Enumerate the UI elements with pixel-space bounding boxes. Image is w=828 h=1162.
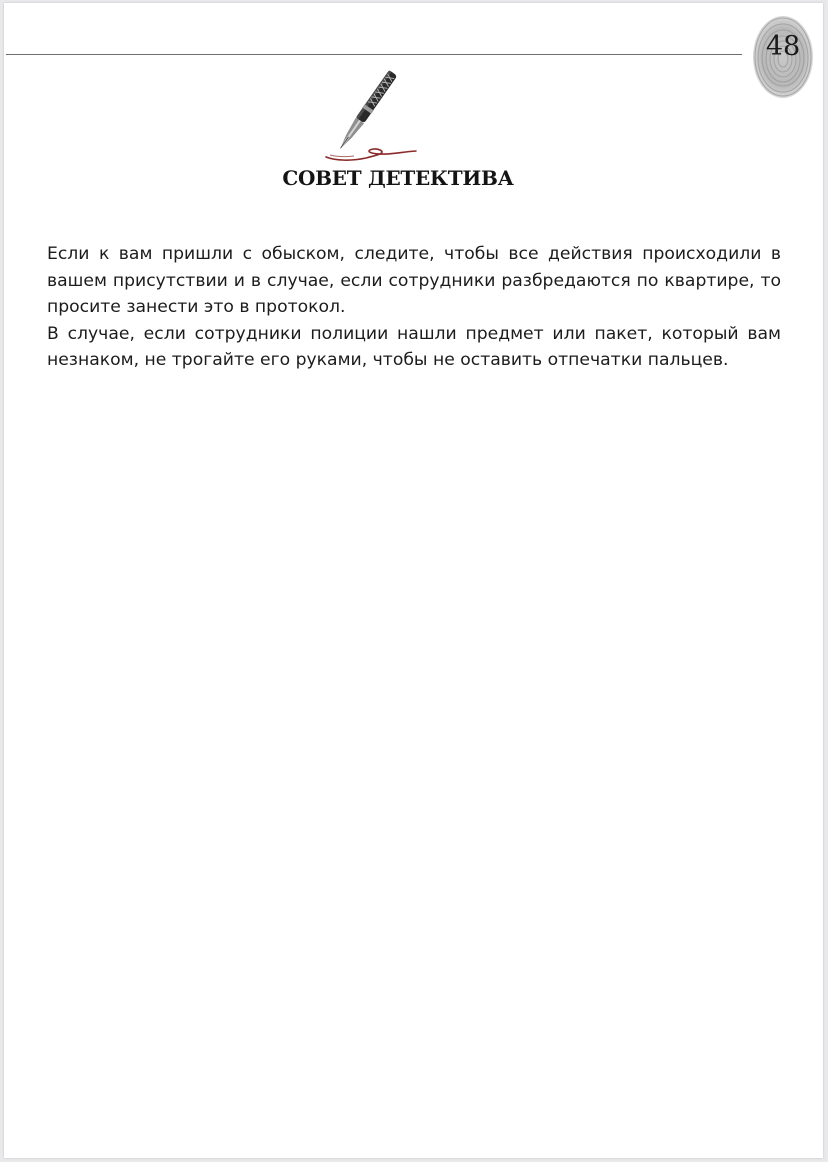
section-title: СОВЕТ ДЕТЕКТИВА	[282, 166, 514, 190]
tip-body	[47, 241, 781, 374]
page-number: 48	[765, 31, 801, 62]
document-page	[4, 3, 823, 1158]
tip-paragraph: В случае, если сотрудники полиции нашли предмет или пакет, который вам незнаком, не трогайте его руками, чтобы не оставить отпечатки пальцев.	[47, 323, 781, 370]
tip-paragraph: Если к вам пришли с обыском, следите, чтобы все действия происходили в вашем присутствии и в случае, если сотрудники разбредаются по квартире, то просите занести это в протокол.	[47, 244, 781, 317]
header-divider	[6, 54, 742, 55]
fountain-pen-icon	[316, 65, 422, 169]
